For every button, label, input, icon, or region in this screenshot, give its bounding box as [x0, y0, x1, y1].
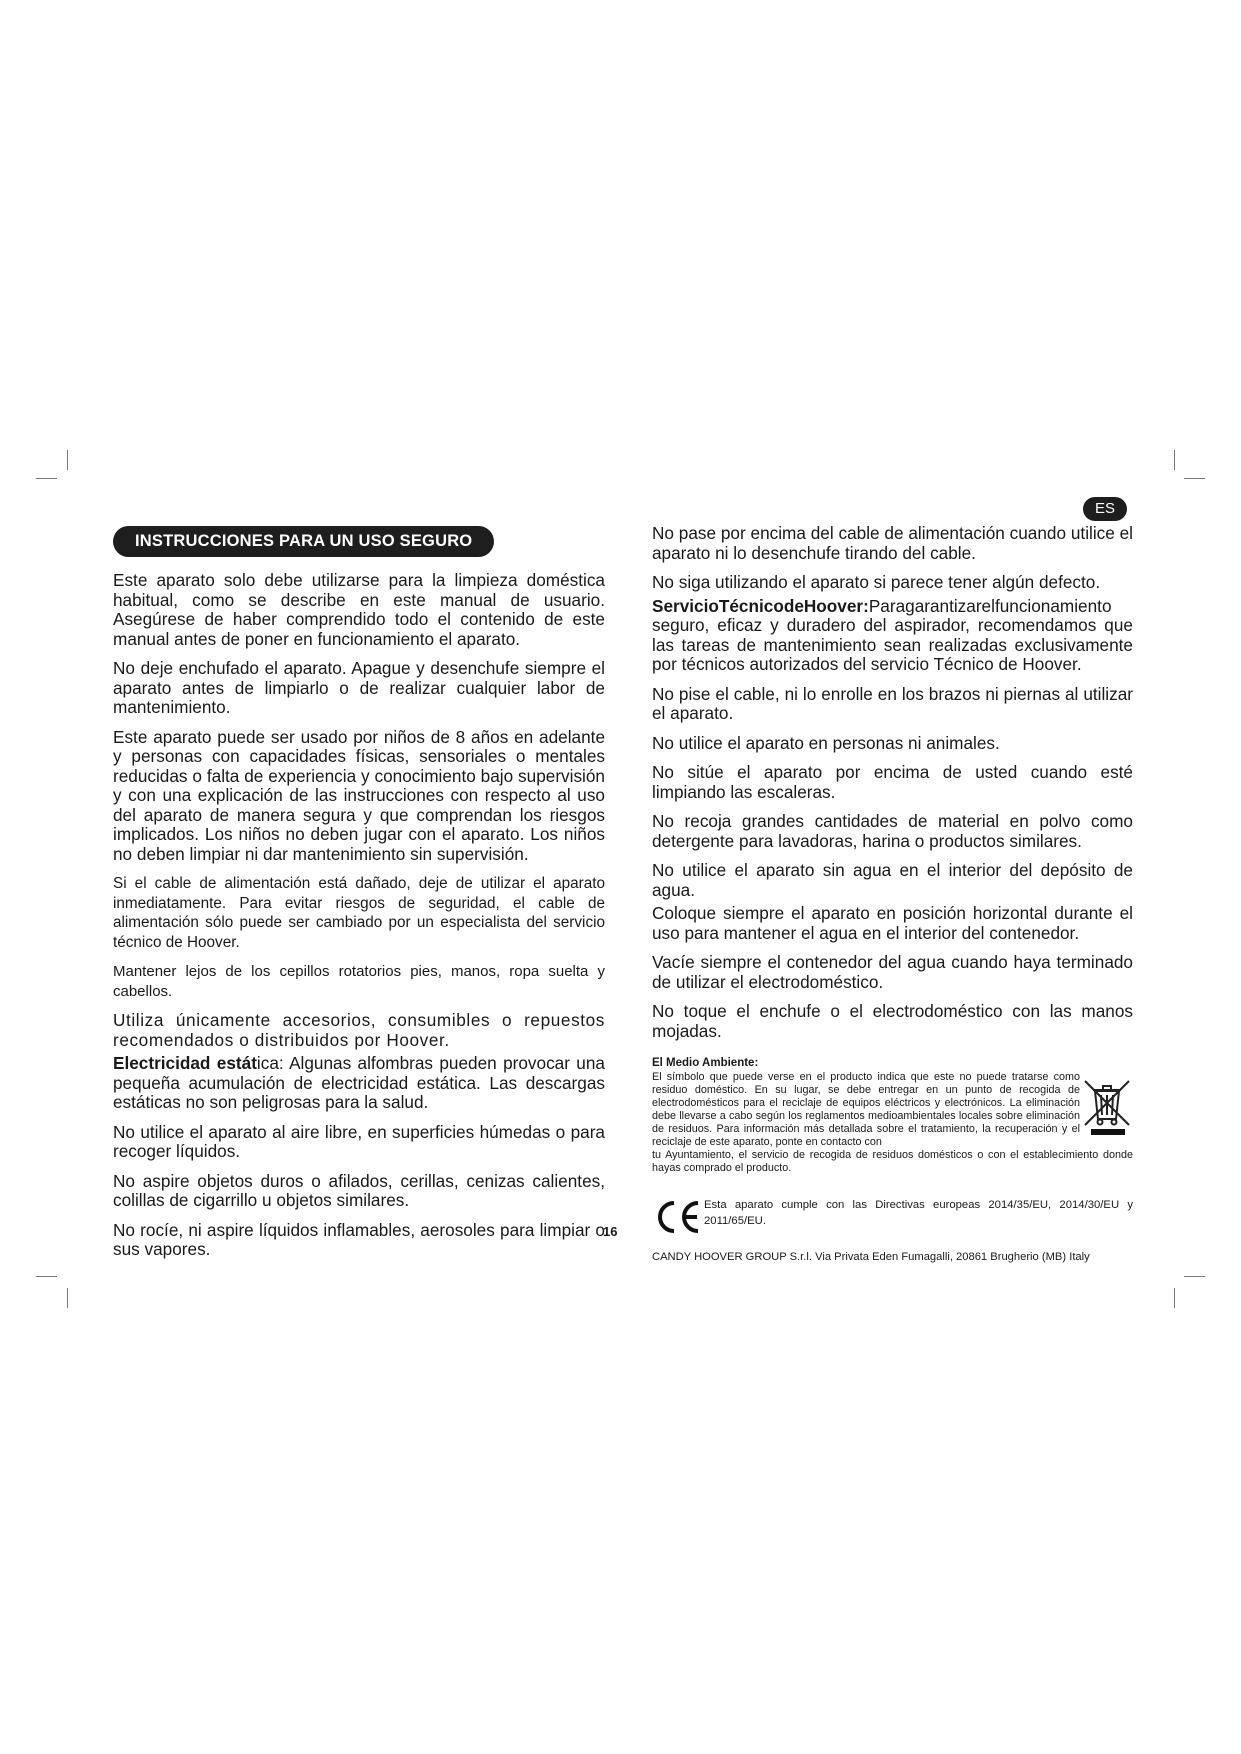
service-label: ServicioTécnicodeHoover:: [652, 595, 869, 616]
paragraph-step-cable: No pise el cable, ni lo enrolle en los brazos ni piernas al utilizar el aparato.: [652, 683, 1133, 723]
language-badge: ES: [1083, 497, 1127, 521]
paragraph-people-animals: No utilice el aparato en personas ni animales.: [652, 732, 1000, 753]
company-address: CANDY HOOVER GROUP S.r.l. Via Privata Eden Fumagalli, 20861 Brugherio (MB) Italy: [652, 1251, 1090, 1263]
paragraph-empty-container: Vacíe siempre el contenedor del agua cuando haya terminado de utilizar el electrodoméstico.: [652, 952, 1133, 992]
section-header: INSTRUCCIONES PARA UN USO SEGURO: [113, 526, 494, 557]
ce-compliance-text: Esta aparato cumple con las Directivas europeas 2014/35/EU, 2014/30/EU y 2011/65/EU.: [704, 1199, 1133, 1227]
environment-text: El símbolo que puede verse en el producto indica que este no puede tratarse como residuo doméstico. En su lugar, se debe entregar en un punto de recogida de electrodomésticos para el reciclaje de equipos eléctricos y electrónicos. La eliminación debe llevarse a cabo según los reglamentos medioambientales locales sobre eliminación de residuos. Para información más detallada sobre el tratamiento, la recuperación y el reciclaje de este aparato, ponte en contacto con: [652, 1071, 1080, 1148]
service-text: Paragarantizarelfuncionamiento seguro, eficaz y duradero del aspirador, recomendamos que las tareas de mantenimiento sean realizadas exclusivamente por técnicos autorizados del servicio Técnico de Hoover.: [652, 595, 1133, 674]
page-number: 16: [603, 1224, 618, 1239]
paragraph-hard-objects: No aspire objetos duros o afilados, cerillas, cenizas calientes, colillas de cigarrillo u objetos similares.: [113, 1170, 605, 1210]
paragraph-cable: No pase por encima del cable de alimentación cuando utilice el aparato ni lo desenchufe tirando del cable.: [652, 523, 1133, 563]
ce-mark-icon: [652, 1197, 702, 1237]
crop-mark-bottom-left-vertical: [67, 1288, 68, 1308]
static-electricity-text: ica: Algunas alfombras pueden provocar una pequeña acumulación de electricidad estática. Las descargas estáticas no son peligrosas para la salud.: [113, 1053, 605, 1112]
paragraph-unplug: No deje enchufado el aparato. Apague y desenchufe siempre el aparato antes de limpiarlo o de realizar cualquier labor de mantenimiento.: [113, 658, 605, 717]
paragraph-defect: No siga utilizando el aparato si parece tener algún defecto.: [652, 572, 1101, 592]
paragraph-rotating-brushes: Mantener lejos de los cepillos rotatorios pies, manos, ropa suelta y cabellos.: [113, 963, 605, 1000]
crop-mark-top-right-horizontal: [1184, 478, 1205, 479]
paragraph-flammable: No rocíe, ni aspire líquidos inflamables, aerosoles para limpiar o sus vapores.: [113, 1219, 605, 1259]
paragraph-service: [652, 597, 1133, 675]
paragraph-powder: No recoja grandes cantidades de material en polvo como detergente para lavadoras, harina o productos similares.: [652, 811, 1133, 851]
crop-mark-top-right-vertical: [1174, 450, 1175, 470]
paragraph-static-electricity: [113, 1054, 605, 1113]
crop-mark-bottom-right-horizontal: [1184, 1276, 1205, 1277]
weee-crossed-bin-icon: [1081, 1077, 1133, 1137]
crop-mark-top-left-horizontal: [36, 478, 57, 479]
crop-mark-top-left-vertical: [67, 450, 68, 470]
static-electricity-label: Electricidad estát: [113, 1053, 257, 1073]
environment-title: El Medio Ambiente:: [652, 1057, 759, 1069]
paragraph-wet-hands: No toque el enchufe o el electrodoméstico con las manos mojadas.: [652, 1001, 1133, 1041]
right-column: [652, 524, 1133, 1263]
paragraph-horizontal: Coloque siempre el aparato en posición horizontal durante el uso para mantener el agua en el interior del contenedor.: [652, 903, 1133, 943]
paragraph-domestic-use: Este aparato solo debe utilizarse para la limpieza doméstica habitual, como se describe en este manual de usuario. Asegúrese de haber comprendido todo el contenido de este manual antes de poner en funcionamiento el aparato.: [113, 570, 605, 649]
crop-mark-bottom-right-vertical: [1174, 1288, 1175, 1308]
paragraph-damaged-cable: Si el cable de alimentación está dañado, deje de utilizar el aparato inmediatamente. Para evitar riesgos de seguridad, el cable de alimentación sólo puede ser cambiado por un especialista del servicio técnico de Hoover.: [113, 875, 605, 951]
crop-mark-bottom-left-horizontal: [36, 1276, 57, 1277]
ce-section: [652, 1197, 1133, 1237]
paragraph-accessories: Utiliza únicamente accesorios, consumibles o repuestos recomendados o distribuidos por Hoover.: [113, 1010, 605, 1050]
paragraph-no-water: No utilice el aparato sin agua en el interior del depósito de agua.: [652, 860, 1133, 900]
environment-section: [652, 1057, 1133, 1175]
left-column: [113, 526, 605, 1270]
paragraph-children: Este aparato puede ser usado por niños de 8 años en adelante y personas con capacidades físicas, sensoriales o mentales reducidas o falta de experiencia y conocimiento bajo supervisión y con una explicación de las instrucciones con respecto al uso del aparato de manera segura y que comprendan los riesgos implicados. Los niños no deben jugar con el aparato. Los niños no deben limpiar ni dar mantenimiento sin supervisión.: [113, 726, 605, 864]
environment-text-continued: tu Ayuntamiento, el servicio de recogida de residuos domésticos o con el establecimiento donde hayas comprado el producto.: [652, 1149, 1133, 1174]
paragraph-stairs: No sitúe el aparato por encima de usted cuando esté limpiando las escaleras.: [652, 762, 1133, 802]
paragraph-outdoor: No utilice el aparato al aire libre, en superficies húmedas o para recoger líquidos.: [113, 1121, 605, 1161]
